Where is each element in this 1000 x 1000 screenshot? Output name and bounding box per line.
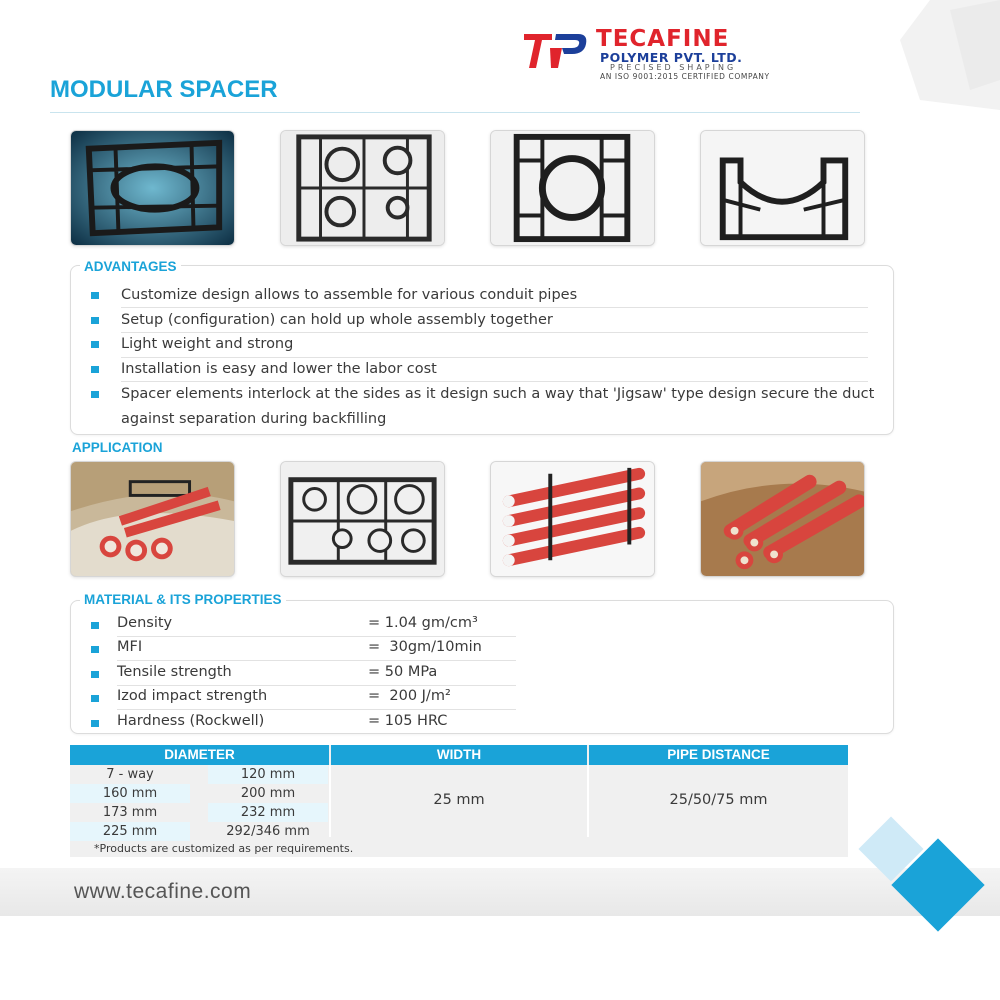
footer-url[interactable]: www.tecafine.com xyxy=(74,880,252,903)
property-name: Izod impact strength xyxy=(117,688,268,704)
bullet-icon xyxy=(91,391,99,398)
property-name: Hardness (Rockwell) xyxy=(117,713,265,729)
header-pipe-distance: PIPE DISTANCE xyxy=(589,745,848,765)
property-row-tensile xyxy=(90,662,516,686)
bullet-icon xyxy=(91,720,99,727)
brand-certification: AN ISO 9001:2015 CERTIFIED COMPANY xyxy=(600,72,770,81)
list-item: Spacer elements interlock at the sides as it design such a way that 'Jigsaw' type design secure the duct against separation during backfilling xyxy=(90,382,890,431)
advantages-title: ADVANTAGES xyxy=(80,259,181,274)
specification-table xyxy=(70,745,848,857)
property-value: = 30gm/10min xyxy=(368,639,482,655)
bullet-icon xyxy=(91,366,99,373)
width-value: 25 mm xyxy=(433,792,485,808)
product-photo-4 xyxy=(700,130,865,246)
table-note: *Products are customized as per requirements. xyxy=(94,842,354,855)
diameter-cell: 7 - way xyxy=(106,767,154,782)
divider xyxy=(117,636,516,637)
list-item: Customize design allows to assemble for various conduit pipes xyxy=(90,283,890,308)
logo-mark-icon xyxy=(522,28,590,72)
diameter-cell: 160 mm xyxy=(70,784,190,803)
divider xyxy=(121,307,868,308)
header-width: WIDTH xyxy=(331,745,587,765)
property-name: MFI xyxy=(117,639,143,655)
corner-decoration xyxy=(860,0,1000,110)
bullet-icon xyxy=(91,341,99,348)
application-photo-3 xyxy=(490,461,655,577)
list-item: Setup (configuration) can hold up whole assembly together xyxy=(90,308,890,333)
application-photo-2 xyxy=(280,461,445,577)
application-title: APPLICATION xyxy=(68,440,167,455)
property-row-density xyxy=(90,613,516,637)
application-photo-1 xyxy=(70,461,235,577)
property-name: Tensile strength xyxy=(117,664,232,680)
brand-name: TECAFINE xyxy=(596,26,730,52)
diameter-cell: 232 mm xyxy=(208,803,328,822)
divider xyxy=(121,332,868,333)
divider xyxy=(121,381,868,382)
diameter-cell: 120 mm xyxy=(208,765,328,784)
property-value: = 105 HRC xyxy=(368,713,448,729)
header-diameter: DIAMETER xyxy=(70,745,329,765)
product-photo-1 xyxy=(70,130,235,246)
brand-subtitle: POLYMER PVT. LTD. xyxy=(600,50,743,65)
product-photo-3 xyxy=(490,130,655,246)
bullet-icon xyxy=(91,646,99,653)
diameter-cell: 173 mm xyxy=(102,805,158,820)
divider xyxy=(121,357,868,358)
property-row-hardness xyxy=(90,711,516,735)
property-row-izod xyxy=(90,686,516,710)
page-title: MODULAR SPACER xyxy=(50,76,278,103)
bullet-icon xyxy=(91,292,99,299)
property-name: Density xyxy=(117,615,173,631)
diameter-cell: 200 mm xyxy=(240,786,296,801)
bullet-icon xyxy=(91,695,99,702)
divider xyxy=(117,685,516,686)
brand-tagline: PRECISED SHAPING xyxy=(610,63,737,72)
product-photo-2 xyxy=(280,130,445,246)
bullet-icon xyxy=(91,317,99,324)
bullet-icon xyxy=(91,671,99,678)
diameter-cell: 225 mm xyxy=(70,822,190,841)
property-value: = 200 J/m² xyxy=(368,688,451,704)
property-value: = 50 MPa xyxy=(368,664,438,680)
diameter-cell: 292/346 mm xyxy=(226,824,310,839)
bullet-icon xyxy=(91,622,99,629)
brand-logo xyxy=(522,26,802,84)
property-row-mfi xyxy=(90,637,516,661)
divider xyxy=(117,709,516,710)
title-divider xyxy=(50,112,860,113)
properties-title: MATERIAL & ITS PROPERTIES xyxy=(80,592,286,607)
divider xyxy=(117,660,516,661)
property-value: = 1.04 gm/cm³ xyxy=(368,615,478,631)
pipe-distance-value: 25/50/75 mm xyxy=(669,792,768,808)
list-item: Installation is easy and lower the labor cost xyxy=(90,357,890,382)
application-photo-4 xyxy=(700,461,865,577)
list-item: Light weight and strong xyxy=(90,332,890,357)
